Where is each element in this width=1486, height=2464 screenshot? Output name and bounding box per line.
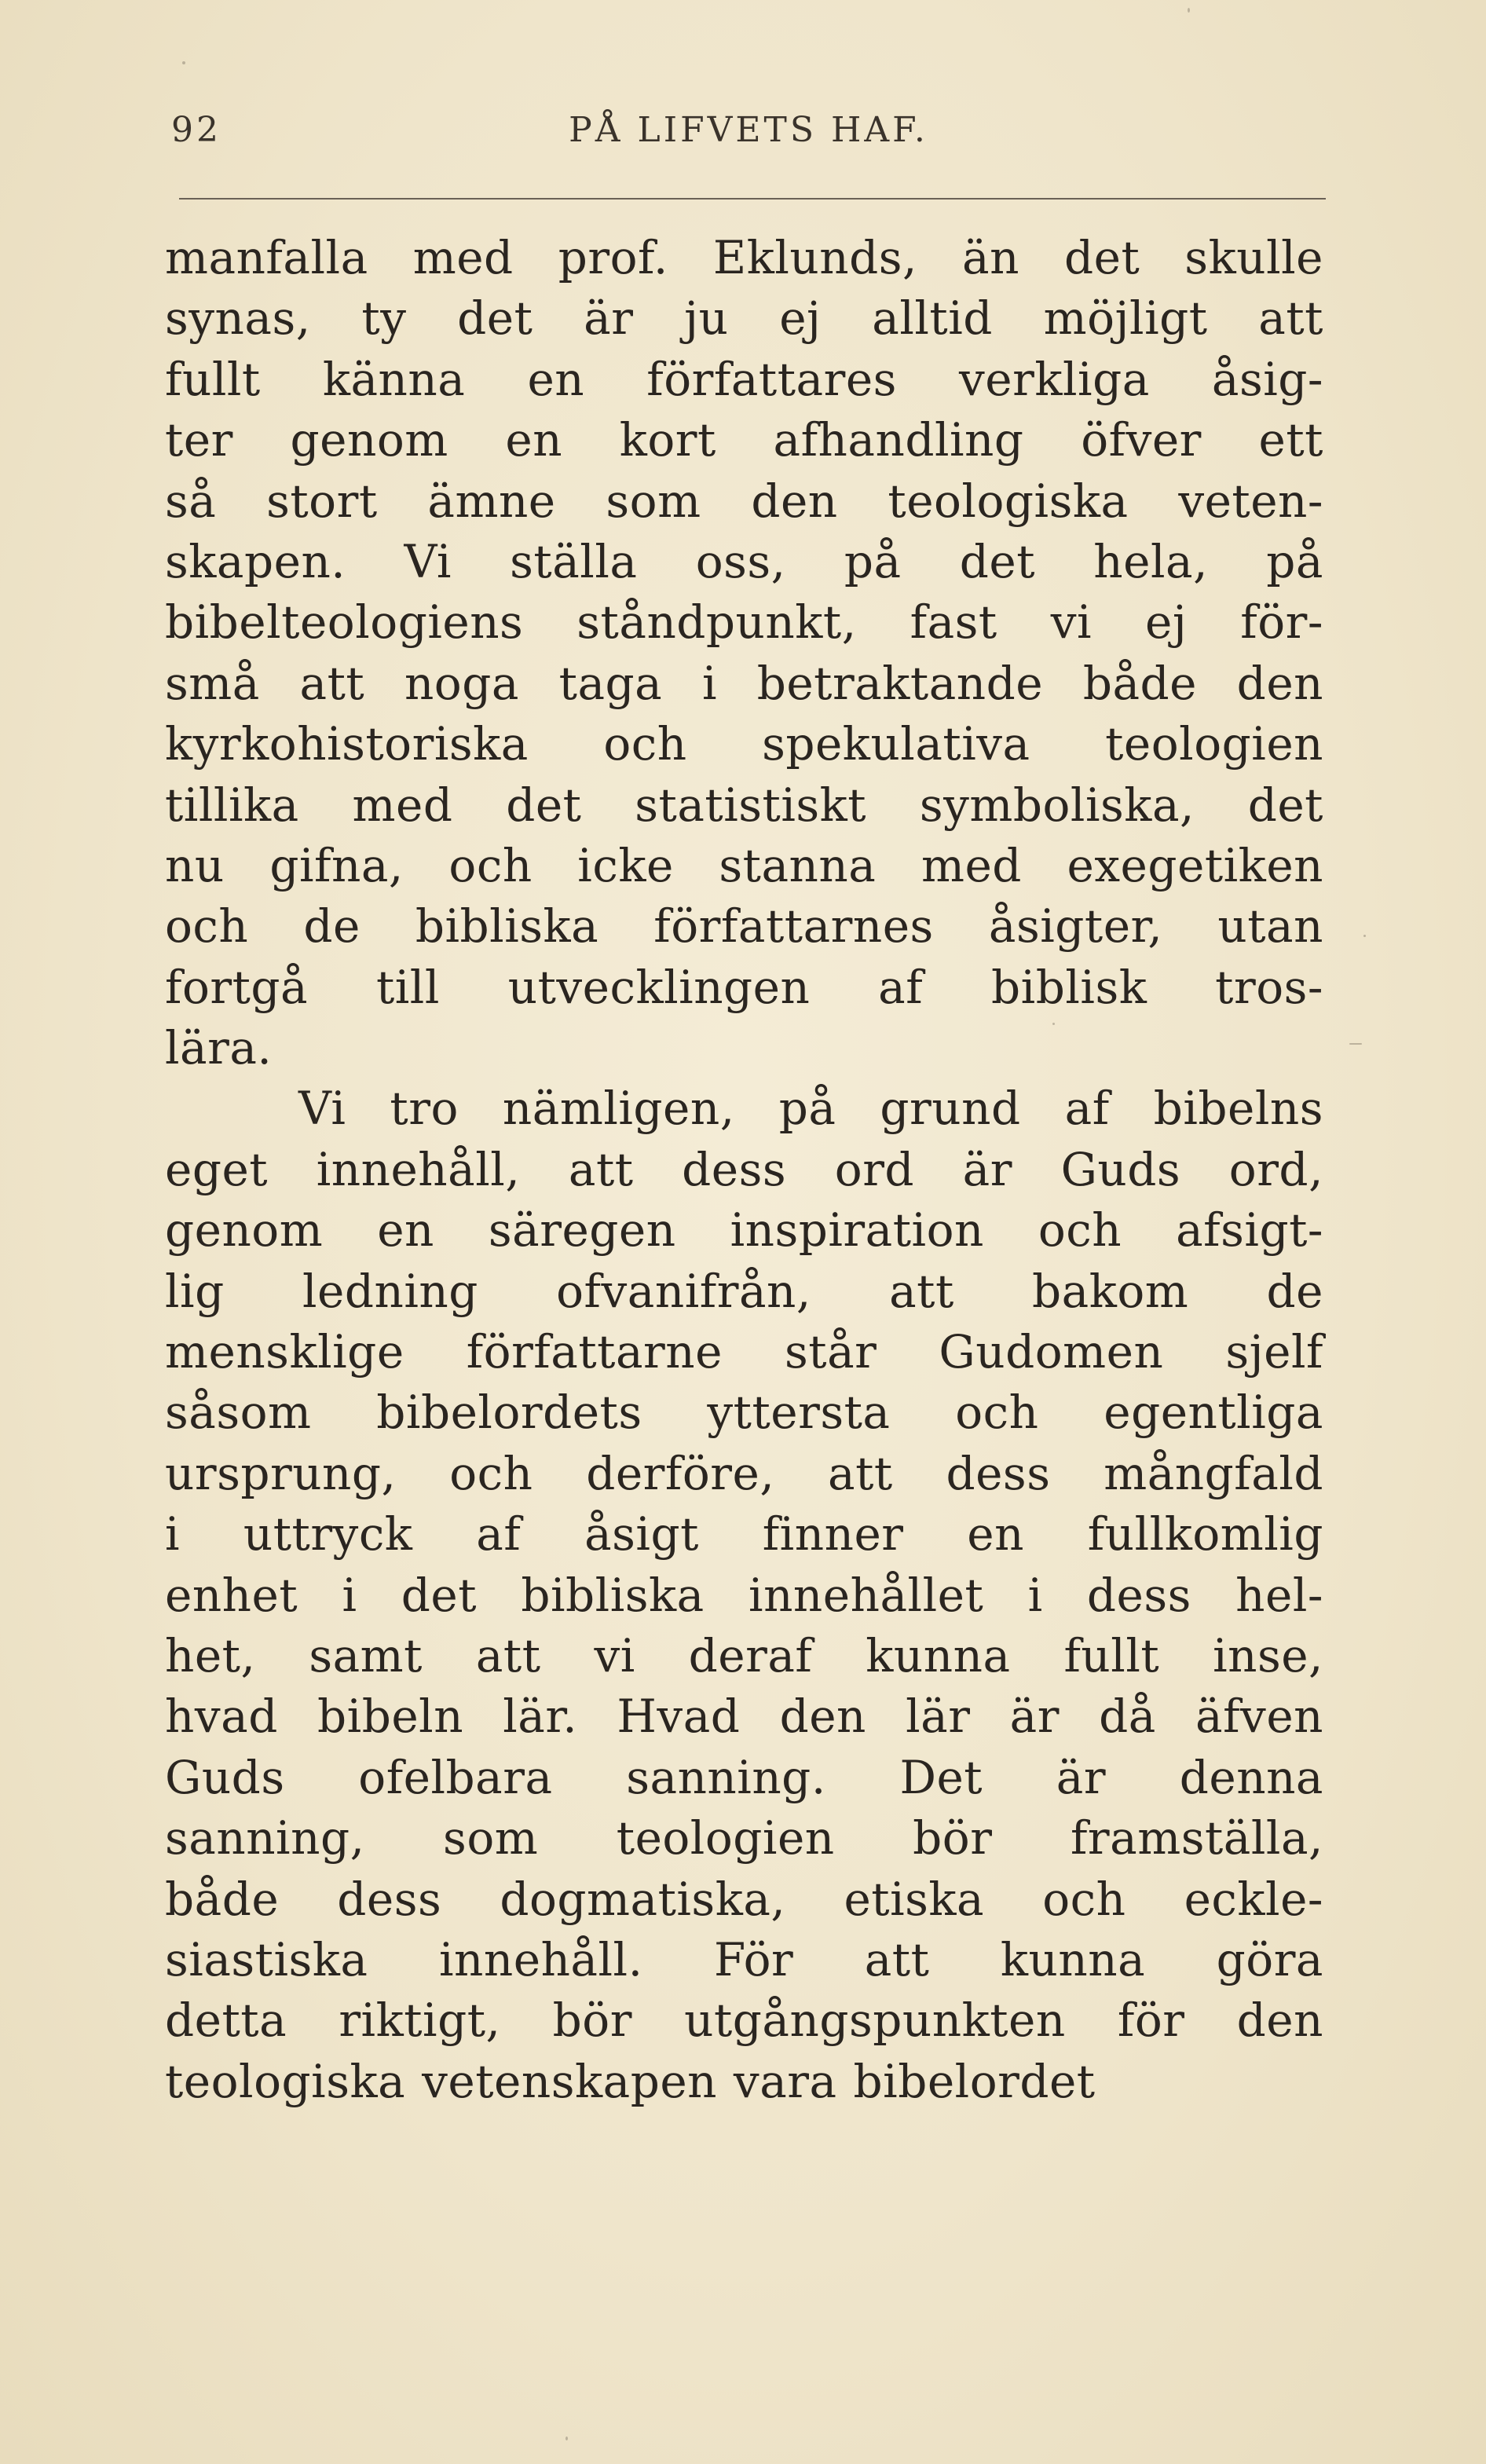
running-title: PÅ LIFVETS HAF. — [569, 110, 928, 150]
text-line: hvad bibeln lär. Hvad den lär är då äfven — [165, 1690, 1323, 1744]
text-line: lig ledning ofvanifrån, att bakom de — [165, 1264, 1323, 1318]
text-line: nu gifna, och icke stanna med exegetiken — [165, 838, 1323, 892]
body-text — [165, 228, 1323, 2112]
paper-speck — [1363, 935, 1366, 937]
text-line: Guds ofelbara sanning. Det är denna — [165, 1750, 1323, 1804]
text-line: tillika med det statistiskt symboliska, det — [165, 778, 1323, 832]
text-line: sanning, som teologien bör framställa, — [165, 1811, 1323, 1865]
text-line: skapen. Vi ställa oss, på det hela, på — [165, 534, 1323, 588]
text-line: manfalla med prof. Eklunds, än det skulle — [165, 231, 1323, 284]
text-line: ter genom en kort afhandling öfver ett — [165, 413, 1323, 467]
page-number: 92 — [171, 110, 221, 150]
text-line: fullt känna en författares verkliga åsig- — [165, 352, 1323, 406]
text-line: kyrkohistoriska och spekulativa teologien — [165, 717, 1323, 771]
text-line: mensklige författarne står Gudomen sjelf — [165, 1325, 1323, 1379]
text-line: synas, ty det är ju ej alltid möjligt att — [165, 291, 1323, 346]
paper-speck — [1052, 1023, 1055, 1025]
text-line: siastiska innehåll. För att kunna göra — [165, 1932, 1323, 1986]
text-line: het, samt att vi deraf kunna fullt inse, — [165, 1628, 1323, 1682]
text-line: så stort ämne som den teologiska veten- — [165, 474, 1323, 528]
text-line: lära. — [165, 1021, 273, 1075]
paper-speck — [1188, 8, 1190, 13]
text-line: och de bibliska författarnes åsigter, utan — [165, 899, 1323, 954]
paper-speck — [565, 2437, 568, 2440]
paper-speck — [1349, 1043, 1362, 1045]
text-line: teologiska vetenskapen vara bibelordet — [165, 2054, 1096, 2108]
text-line: eget innehåll, att dess ord är Guds ord, — [165, 1142, 1323, 1196]
text-line: i uttryck af åsigt finner en fullkomlig — [165, 1507, 1323, 1562]
paper-speck — [182, 61, 185, 64]
page-header — [171, 110, 1326, 165]
text-line: ursprung, och derföre, att dess mångfald — [165, 1446, 1323, 1500]
text-line: fortgå till utvecklingen af biblisk tros- — [165, 960, 1323, 1014]
text-line: enhet i det bibliska innehållet i dess hel- — [165, 1568, 1323, 1622]
text-line: små att noga taga i betraktande både den — [165, 656, 1323, 710]
header-rule — [179, 198, 1326, 200]
text-line: Vi tro nämligen, på grund af bibelns — [298, 1082, 1323, 1136]
text-line: detta riktigt, bör utgångspunkten för den — [165, 1994, 1323, 2048]
text-line: både dess dogmatiska, etiska och eckle- — [165, 1872, 1323, 1926]
text-line: bibelteologiens ståndpunkt, fast vi ej för- — [165, 595, 1323, 650]
text-line: genom en säregen inspiration och afsigt- — [165, 1203, 1323, 1258]
text-line: såsom bibelordets yttersta och egentliga — [165, 1386, 1323, 1440]
